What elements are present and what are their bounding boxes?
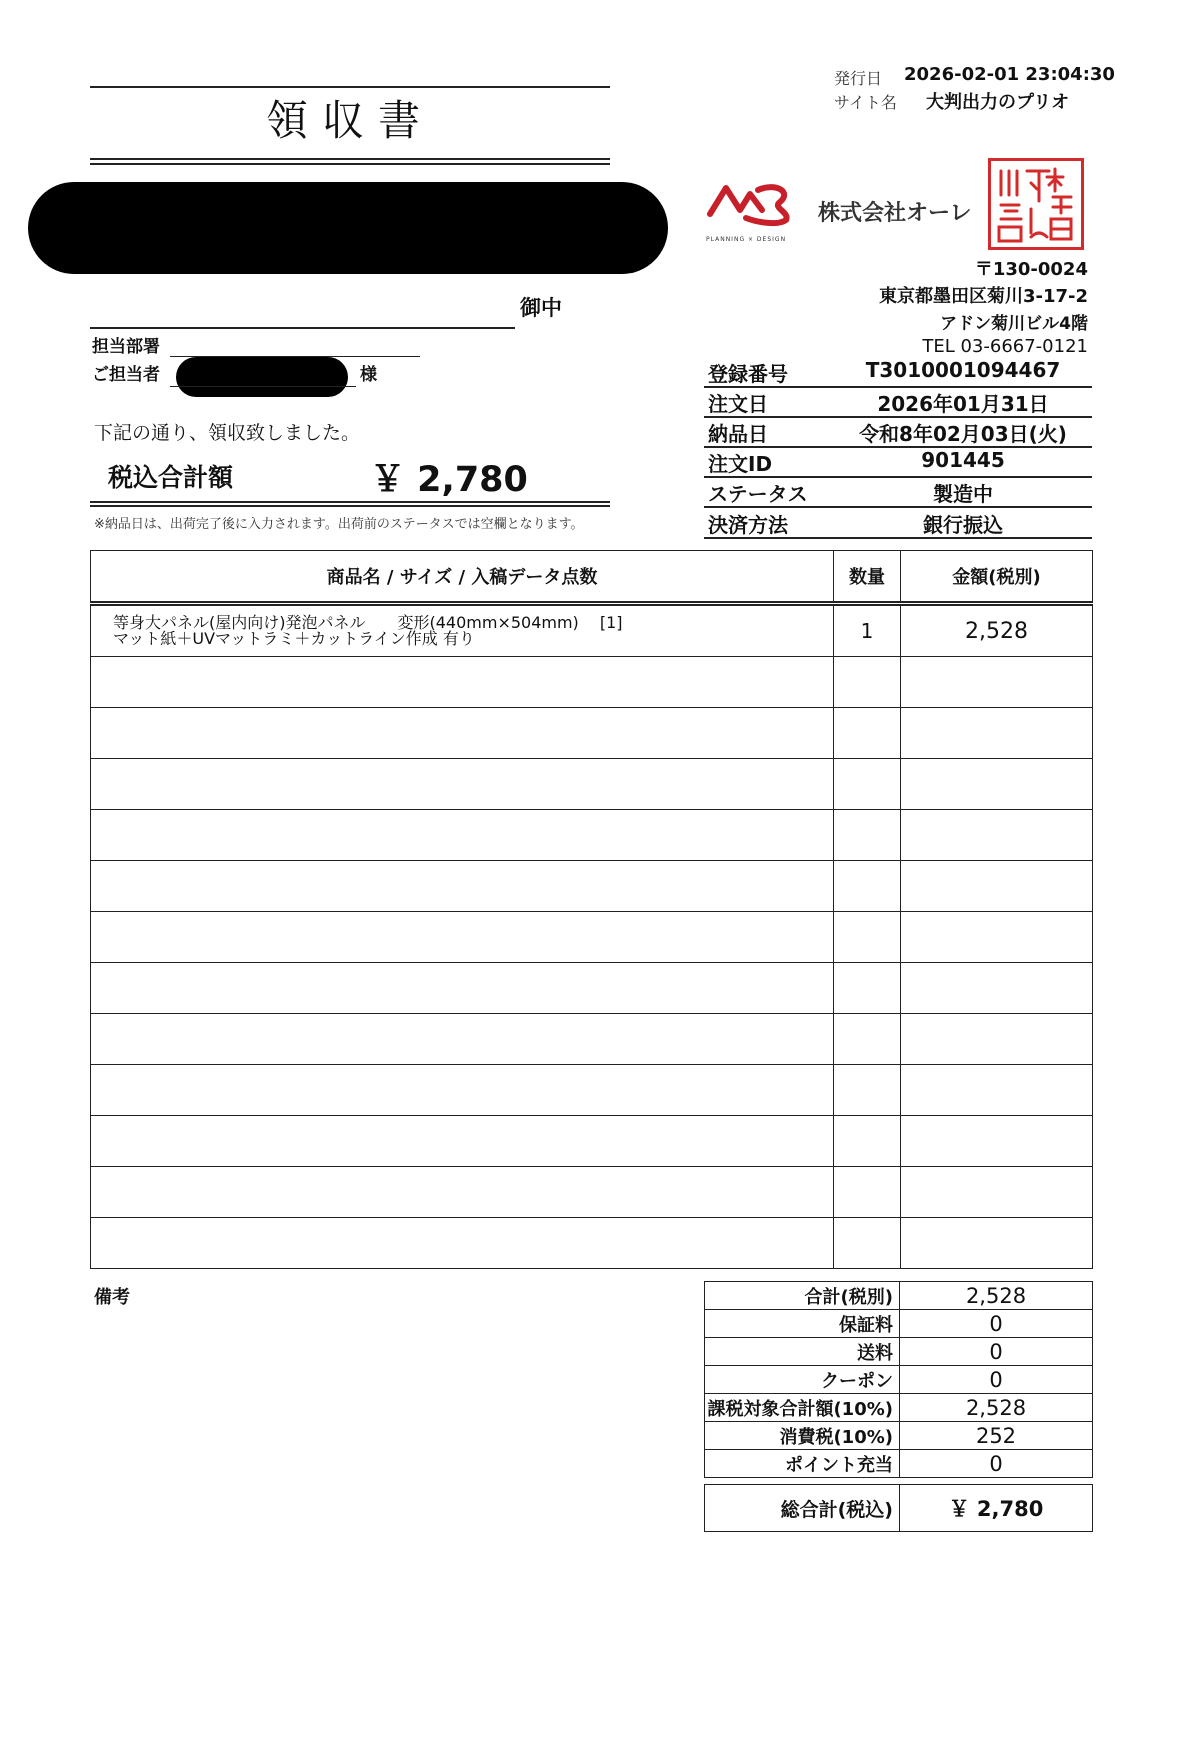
items-header-row (91, 551, 1093, 604)
company-logo (706, 180, 796, 242)
redacted-recipient-name (28, 182, 668, 274)
info-label: ステータス (708, 482, 808, 506)
totals-label: 保証料 (705, 1310, 900, 1338)
totals-label: 合計(税別) (705, 1282, 900, 1310)
totals-value: 0 (900, 1338, 1093, 1366)
title-bottom-rule (90, 158, 610, 160)
total-rule (90, 501, 610, 503)
totals-label: 送料 (705, 1338, 900, 1366)
receipt-note: 下記の通り、領収致しました。 (94, 422, 361, 444)
page-title: 領収書 (265, 96, 434, 145)
logo-mark-icon (706, 180, 796, 230)
table-row (91, 810, 1093, 861)
header-product: 商品名 / サイズ / 入稿データ点数 (91, 551, 834, 604)
logo-tagline: PLANNING × DESIGN (706, 236, 787, 243)
table-row (91, 963, 1093, 1014)
grand-total-value: ￥ 2,780 (900, 1485, 1093, 1532)
total-label: 税込合計額 (108, 463, 234, 492)
company-tel: TEL 03-6667-0121 (922, 336, 1088, 357)
company-address2: アドン菊川ビル4階 (940, 314, 1088, 334)
info-label: 注文ID (708, 452, 773, 476)
person-honorific: 様 (360, 365, 377, 385)
totals-value: 0 (900, 1450, 1093, 1478)
info-value: 銀行振込 (923, 513, 1003, 537)
info-value: 901445 (921, 448, 1005, 472)
totals-value: 2,528 (900, 1394, 1093, 1422)
info-row-status (704, 476, 1092, 508)
issue-date-label: 発行日 (834, 69, 883, 88)
total-rule-2 (90, 505, 610, 507)
company-address1: 東京都墨田区菊川3-17-2 (878, 286, 1088, 307)
items-table (90, 550, 1093, 1269)
recipient-honorific: 御中 (520, 296, 562, 320)
info-value: T3010001094467 (865, 358, 1061, 382)
total-value: ￥ 2,780 (370, 460, 528, 500)
person-label: ご担当者 (92, 365, 160, 385)
item-name-line2: マット紙＋UVマットラミ＋カットライン作成 有り (113, 629, 475, 648)
table-row (91, 708, 1093, 759)
table-row (91, 1116, 1093, 1167)
footnote: ※納品日は、出荷完了後に入力されます。出荷前のステータスでは空欄となります。 (94, 517, 584, 532)
remarks-label: 備考 (94, 1287, 130, 1308)
issue-date: 2026-02-01 23:04:30 (904, 64, 1115, 85)
info-row-delivery-date (704, 416, 1092, 448)
table-row (91, 1065, 1093, 1116)
grand-total-table (704, 1484, 1093, 1532)
info-value: 令和8年02月03日(火) (859, 422, 1067, 446)
item-qty: 1 (834, 604, 901, 657)
table-row (91, 604, 1093, 657)
info-row-registration (704, 356, 1092, 388)
company-seal (988, 158, 1084, 250)
totals-row (705, 1422, 1093, 1450)
info-value: 製造中 (933, 482, 993, 506)
table-row (91, 1218, 1093, 1269)
header-qty: 数量 (834, 551, 901, 604)
recipient-rule (90, 327, 515, 329)
table-row (91, 1167, 1093, 1218)
info-label: 注文日 (708, 392, 768, 416)
item-name-line1: 等身大パネル(屋内向け)発泡パネル 変形(440mm×504mm) [1] (113, 613, 623, 632)
table-row (91, 1014, 1093, 1065)
person-rule (170, 386, 356, 387)
table-row (91, 657, 1093, 708)
totals-table (704, 1281, 1093, 1478)
company-zip: 〒130-0024 (974, 259, 1088, 280)
totals-row (705, 1338, 1093, 1366)
site-name-label: サイト名 (834, 93, 897, 112)
totals-row (705, 1366, 1093, 1394)
table-row (91, 861, 1093, 912)
grand-total-row (705, 1485, 1093, 1532)
info-label: 登録番号 (708, 362, 788, 386)
totals-value: 2,528 (900, 1282, 1093, 1310)
header-amount: 金額(税別) (901, 551, 1093, 604)
info-label: 納品日 (708, 422, 768, 446)
totals-value: 0 (900, 1310, 1093, 1338)
info-row-order-id (704, 446, 1092, 478)
totals-row (705, 1450, 1093, 1478)
info-label: 決済方法 (708, 513, 788, 537)
title-bottom-rule-2 (90, 163, 610, 165)
totals-row (705, 1282, 1093, 1310)
table-row (91, 912, 1093, 963)
totals-value: 252 (900, 1422, 1093, 1450)
info-row-payment (704, 507, 1092, 539)
info-row-order-date (704, 386, 1092, 418)
totals-label: ポイント充当 (705, 1450, 900, 1478)
table-row (91, 759, 1093, 810)
totals-row (705, 1394, 1093, 1422)
dept-label: 担当部署 (92, 337, 160, 357)
info-value: 2026年01月31日 (877, 392, 1049, 416)
totals-label: 課税対象合計額(10%) (705, 1394, 900, 1422)
redacted-person-name (176, 357, 348, 397)
totals-label: 消費税(10%) (705, 1422, 900, 1450)
item-amount: 2,528 (901, 604, 1093, 657)
totals-value: 0 (900, 1366, 1093, 1394)
seal-stamp-icon (991, 161, 1081, 247)
totals-row (705, 1310, 1093, 1338)
company-name: 株式会社オーレ (818, 201, 972, 226)
grand-total-label: 総合計(税込) (705, 1485, 900, 1532)
totals-label: クーポン (705, 1366, 900, 1394)
item-name (91, 604, 834, 657)
site-name: 大判出力のプリオ (926, 92, 1070, 113)
